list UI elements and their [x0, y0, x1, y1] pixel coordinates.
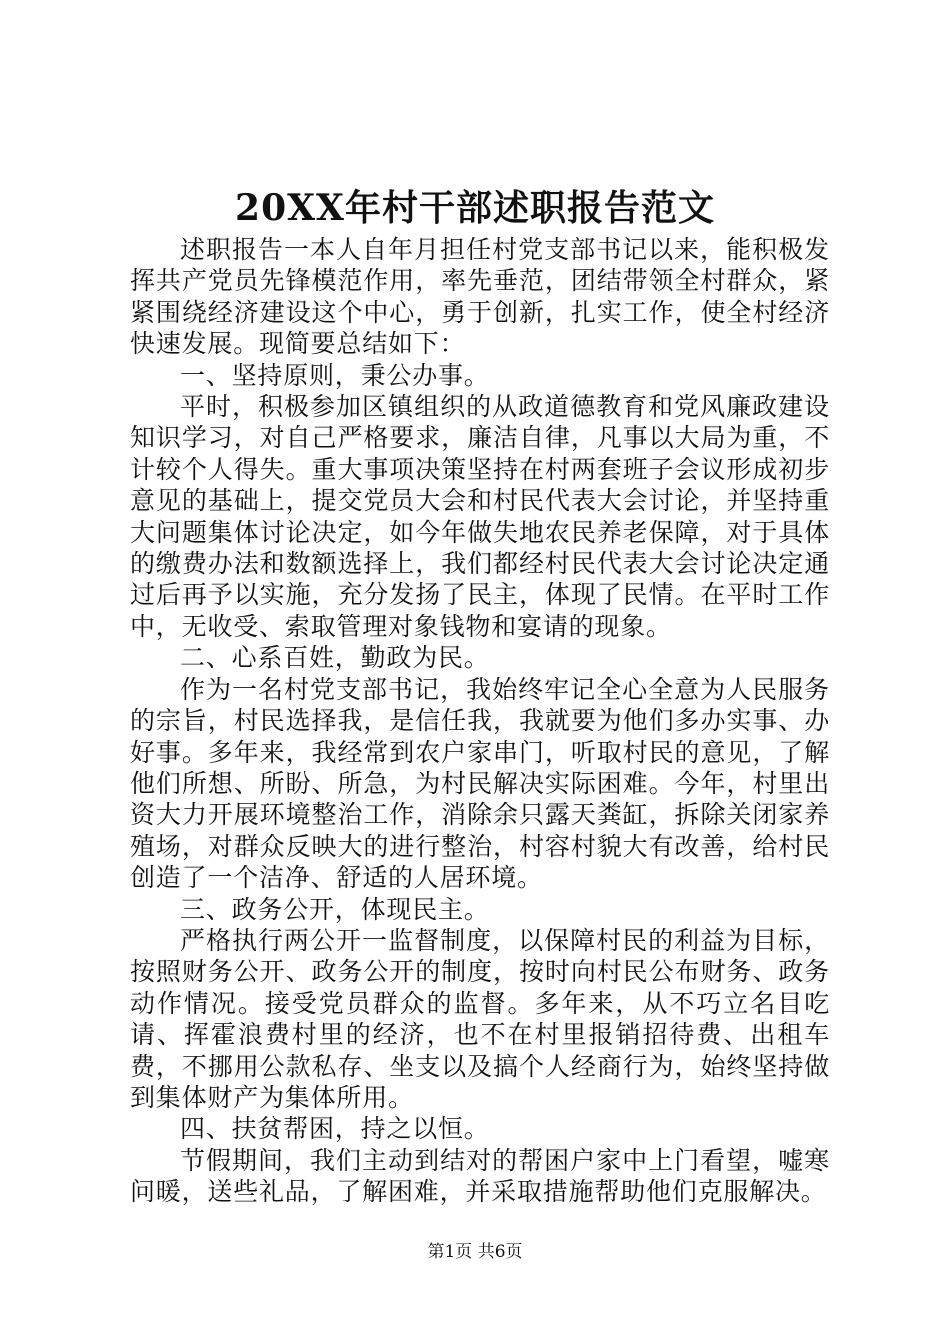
section-heading-3: 三、政务公开，体现民主。 [180, 894, 490, 924]
paragraph-section-2: 作为一名村党支部书记，我始终牢记全心全意为人民服务的宗旨，村民选择我，是信任我，我就要为他们多办实事、办好事。多年来，我经常到农户家串门，听取村民的意见，了解他们所想、所盼、所急，为村民解决实际困难。今年，村里出资大力开展环境整治工作，消除余只露天粪缸，拆除关闭家养殖场，对群众反映大的进行整治，村容村貌大有改善，给村民创造了一个洁净、舒适的人居环境。 [130, 674, 830, 893]
document-title: 20XX年村干部述职报告范文 [235, 187, 715, 229]
paragraph-section-3: 严格执行两公开一监督制度，以保障村民的利益为目标，按照财务公开、政务公开的制度，按时向村民公布财务、政务动作情况。接受党员群众的监督。多年来，从不巧立名目吃请、挥霍浪费村里的经济，也不在村里报销招待费、出租车费，不挪用公款私存、坐支以及搞个人经商行为，始终坚持做到集体财产为集体所用。 [130, 925, 830, 1112]
paragraph-section-4: 节假期间，我们主动到结对的帮困户家中上门看望，嘘寒问暖，送些礼品，了解困难，并采取措施帮助他们克服解决。 [130, 1145, 830, 1207]
section-heading-1: 一、坚持原则，秉公办事。 [180, 360, 490, 390]
document-body [130, 234, 830, 1208]
paragraph-section-1: 平时，积极参加区镇组织的从政道德教育和党风廉政建设知识学习，对自己严格要求，廉洁自律，凡事以大局为重，不计较个人得失。重大事项决策坚持在村两套班子会议形成初步意见的基础上，提交党员大会和村民代表大会讨论，并坚持重大问题集体讨论决定，如今年做失地农民养老保障，对于具体的缴费办法和数额选择上，我们都经村民代表大会讨论决定通过后再予以实施，充分发扬了民主，体现了民情。在平时工作中，无收受、索取管理对象钱物和宴请的现象。 [130, 392, 830, 641]
page-number-footer: 第1页 共6页 [427, 1242, 523, 1262]
section-heading-2: 二、心系百姓，勤政为民。 [180, 643, 490, 673]
paragraph-intro: 述职报告一本人自年月担任村党支部书记以来，能积极发挥共产党员先锋模范作用，率先垂范，团结带领全村群众，紧紧围绕经济建设这个中心，勇于创新，扎实工作，使全村经济快速发展。现简要总结如下： [130, 235, 830, 359]
section-heading-4: 四、扶贫帮困，持之以恒。 [180, 1114, 490, 1144]
